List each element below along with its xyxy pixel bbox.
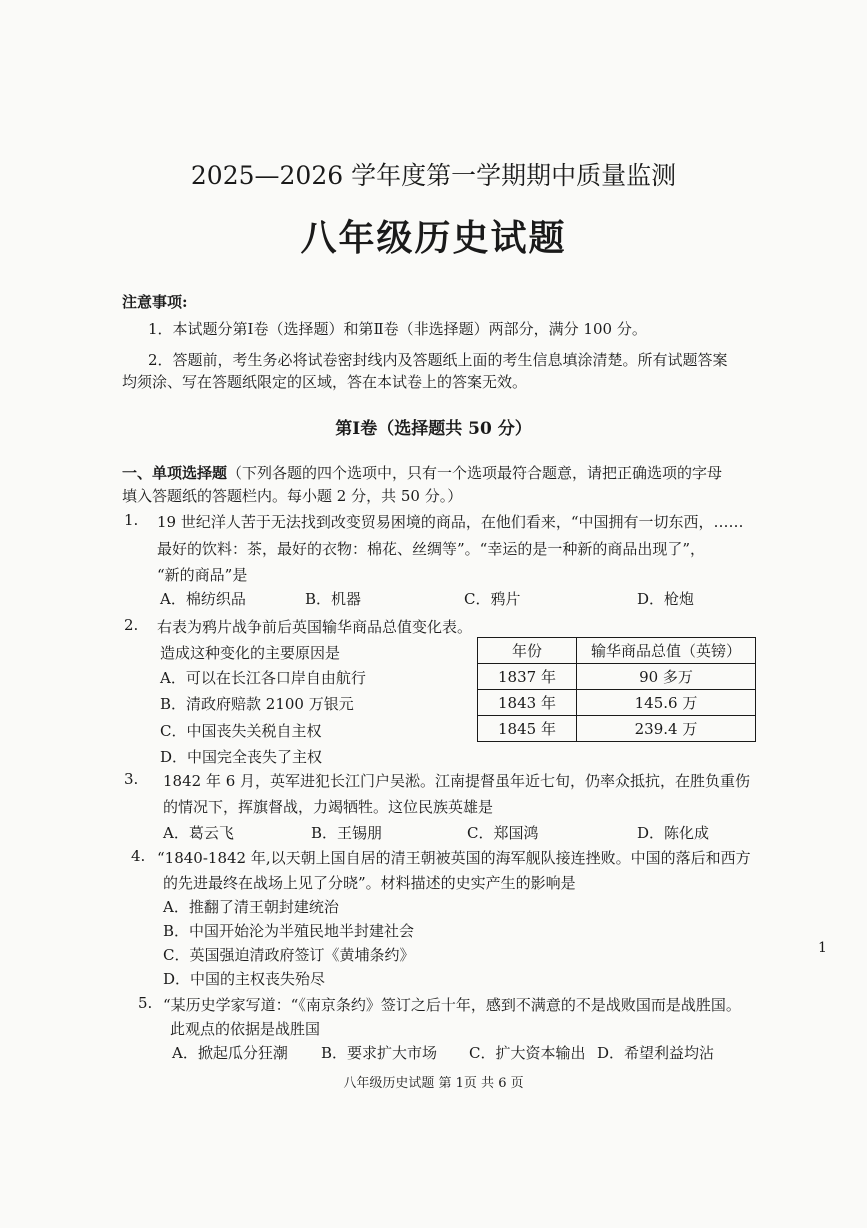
q1-number: 1. xyxy=(124,511,139,529)
q5-option-b: B．要求扩大市场 xyxy=(321,1044,438,1062)
q2-number: 2. xyxy=(124,616,139,634)
q3-option-c: C．郑国鸿 xyxy=(467,824,539,842)
q5-line-2: 此观点的依据是战胜国 xyxy=(170,1020,321,1038)
q2-option-c: C．中国丧失关税自主权 xyxy=(160,722,322,740)
q1-line-1: 19 世纪洋人苦于无法找到改变贸易困境的商品，在他们看来，“中国拥有一切东西，…… xyxy=(157,513,744,531)
section-title: 第Ⅰ卷（选择题共 50 分） xyxy=(335,419,532,439)
part-desc: （下列各题的四个选项中，只有一个选项最符合题意，请把正确选项的字母 xyxy=(227,464,723,482)
q4-option-a: A．推翻了清王朝封建统治 xyxy=(163,898,339,916)
notice-item-2-line-2: 均须涂、写在答题纸限定的区域，答在本试卷上的答案无效。 xyxy=(122,373,528,391)
notice-heading: 注意事项: xyxy=(122,293,188,311)
table-cell-value: 90 多万 xyxy=(577,664,756,690)
q4-number: 4. xyxy=(131,847,146,865)
table-header-year: 年份 xyxy=(478,638,577,664)
q3-line-2: 的情况下，挥旗督战，力竭牺牲。这位民族英雄是 xyxy=(163,798,494,816)
part-instructions-line-1 xyxy=(122,462,722,483)
q3-option-d: D．陈化成 xyxy=(637,824,710,842)
page-footer: 八年级历史试题 第 1页 共 6 页 xyxy=(343,1076,524,1091)
q5-number: 5. xyxy=(138,994,153,1012)
part-instructions-line-2: 填入答题纸的答题栏内。每小题 2 分，共 50 分。） xyxy=(122,487,463,505)
notice-item-1: 1．本试题分第Ⅰ卷（选择题）和第Ⅱ卷（非选择题）两部分，满分 100 分。 xyxy=(148,320,647,338)
q5-line-1: “某历史学家写道：“《南京条约》签订之后十年，感到不满意的不是战败国而是战胜国。 xyxy=(163,996,741,1014)
notice-item-2-line-1: 2．答题前，考生务必将试卷密封线内及答题纸上面的考生信息填涂清楚。所有试题答案 xyxy=(148,351,728,369)
export-value-table xyxy=(477,637,756,742)
q1-option-b: B．机器 xyxy=(305,590,362,608)
q4-option-c: C．英国强迫清政府签订《黄埔条约》 xyxy=(163,946,415,964)
table-cell-value: 145.6 万 xyxy=(577,690,756,716)
q2-line-1: 右表为鸦片战争前后英国输华商品总值变化表。 xyxy=(157,618,473,636)
q1-option-c: C．鸦片 xyxy=(464,590,521,608)
q4-option-b: B．中国开始沦为半殖民地半封建社会 xyxy=(163,922,415,940)
q2-option-d: D．中国完全丧失了主权 xyxy=(160,748,323,766)
table-cell-value: 239.4 万 xyxy=(577,716,756,742)
q4-line-1: “1840-1842 年,以天朝上国自居的清王朝被英国的海军舰队接连挫败。中国的落后和西方 xyxy=(157,849,751,867)
q5-option-a: A．掀起瓜分狂潮 xyxy=(172,1044,288,1062)
q4-line-2: 的先进最终在战场上见了分晓”。材料描述的史实产生的影响是 xyxy=(163,874,576,892)
table-row xyxy=(478,664,756,690)
exam-subtitle: 八年级历史试题 xyxy=(300,217,567,259)
table-cell-year: 1837 年 xyxy=(478,664,577,690)
q2-option-b: B．清政府赔款 2100 万银元 xyxy=(160,695,354,713)
q1-line-3: “新的商品”是 xyxy=(157,566,248,584)
q1-option-d: D．枪炮 xyxy=(637,590,695,608)
margin-mark: 1 xyxy=(818,940,827,956)
exam-title: 2025—2026 学年度第一学期期中质量监测 xyxy=(190,161,677,190)
q5-option-c: C．扩大资本输出 xyxy=(469,1044,586,1062)
table-row xyxy=(478,716,756,742)
table-cell-year: 1843 年 xyxy=(478,690,577,716)
table-header-row xyxy=(478,638,756,664)
q2-option-a: A．可以在长江各口岸自由航行 xyxy=(160,669,366,687)
q3-option-a: A．葛云飞 xyxy=(163,824,234,842)
q1-line-2: 最好的饮料：茶，最好的衣物：棉花、丝绸等”。“幸运的是一种新的商品出现了”， xyxy=(157,540,706,558)
q5-option-d: D．希望利益均沾 xyxy=(597,1044,715,1062)
q4-option-d: D．中国的主权丧失殆尽 xyxy=(163,970,326,988)
table-cell-year: 1845 年 xyxy=(478,716,577,742)
q3-line-1: 1842 年 6 月，英军进犯长江门户吴淞。江南提督虽年近七旬，仍率众抵抗，在胜负重伤 xyxy=(163,772,751,790)
q3-number: 3. xyxy=(124,770,139,788)
q3-option-b: B．王锡朋 xyxy=(311,824,383,842)
q1-option-a: A．棉纺织品 xyxy=(160,590,246,608)
table-header-value: 输华商品总值（英镑） xyxy=(577,638,756,664)
table-row xyxy=(478,690,756,716)
part-label: 一、单项选择题 xyxy=(122,464,228,482)
q2-line-2: 造成这种变化的主要原因是 xyxy=(160,644,341,662)
